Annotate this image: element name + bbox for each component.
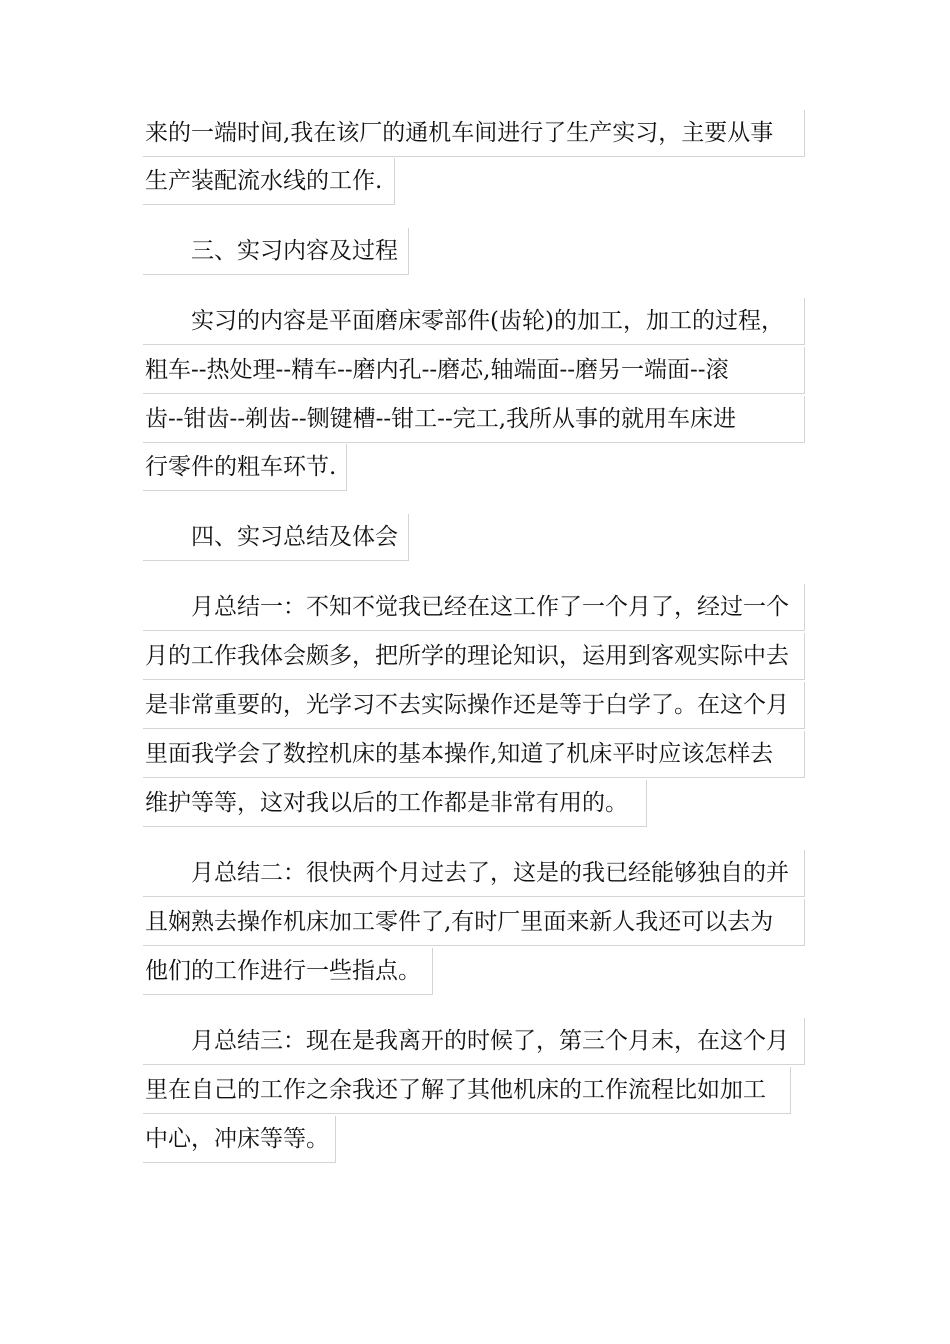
text-line: 是非常重要的，光学习不去实际操作还是等于白学了。在这个月 bbox=[143, 682, 805, 729]
text-line: 行零件的粗车环节. bbox=[143, 444, 347, 491]
text-line: 里面我学会了数控机床的基本操作,知道了机床平时应该怎样去 bbox=[143, 731, 805, 778]
text-line: 生产装配流水线的工作. bbox=[143, 158, 395, 205]
text-line: 维护等等，这对我以后的工作都是非常有用的。 bbox=[143, 780, 647, 827]
text-line: 月的工作我体会颇多，把所学的理论知识，运用到客观实际中去 bbox=[143, 633, 805, 680]
text-line: 中心，冲床等等。 bbox=[143, 1116, 336, 1163]
text-line: 实习的内容是平面磨床零部件(齿轮)的加工，加工的过程， bbox=[143, 298, 805, 345]
text-line: 且娴熟去操作机床加工零件了,有时厂里面来新人我还可以去为 bbox=[143, 899, 805, 946]
text-line: 月总结三：现在是我离开的时候了，第三个月末，在这个月 bbox=[143, 1018, 805, 1065]
text-line: 里在自己的工作之余我还了解了其他机床的工作流程比如加工 bbox=[143, 1067, 791, 1114]
text-line: 月总结二：很快两个月过去了，这是的我已经能够独自的并 bbox=[143, 850, 805, 897]
section-heading: 三、实习内容及过程 bbox=[143, 228, 409, 275]
section-heading: 四、实习总结及体会 bbox=[143, 514, 409, 561]
text-line: 粗车--热处理--精车--磨内孔--磨芯,轴端面--磨另一端面--滚 bbox=[143, 347, 805, 394]
text-line: 来的一端时间,我在该厂的通机车间进行了生产实习，主要从事 bbox=[143, 110, 805, 157]
text-line: 他们的工作进行一些指点。 bbox=[143, 948, 433, 995]
text-line: 齿--钳齿--剃齿--铡键槽--钳工--完工,我所从事的就用车床进 bbox=[143, 396, 805, 443]
text-line: 月总结一：不知不觉我已经在这工作了一个月了，经过一个 bbox=[143, 584, 805, 631]
